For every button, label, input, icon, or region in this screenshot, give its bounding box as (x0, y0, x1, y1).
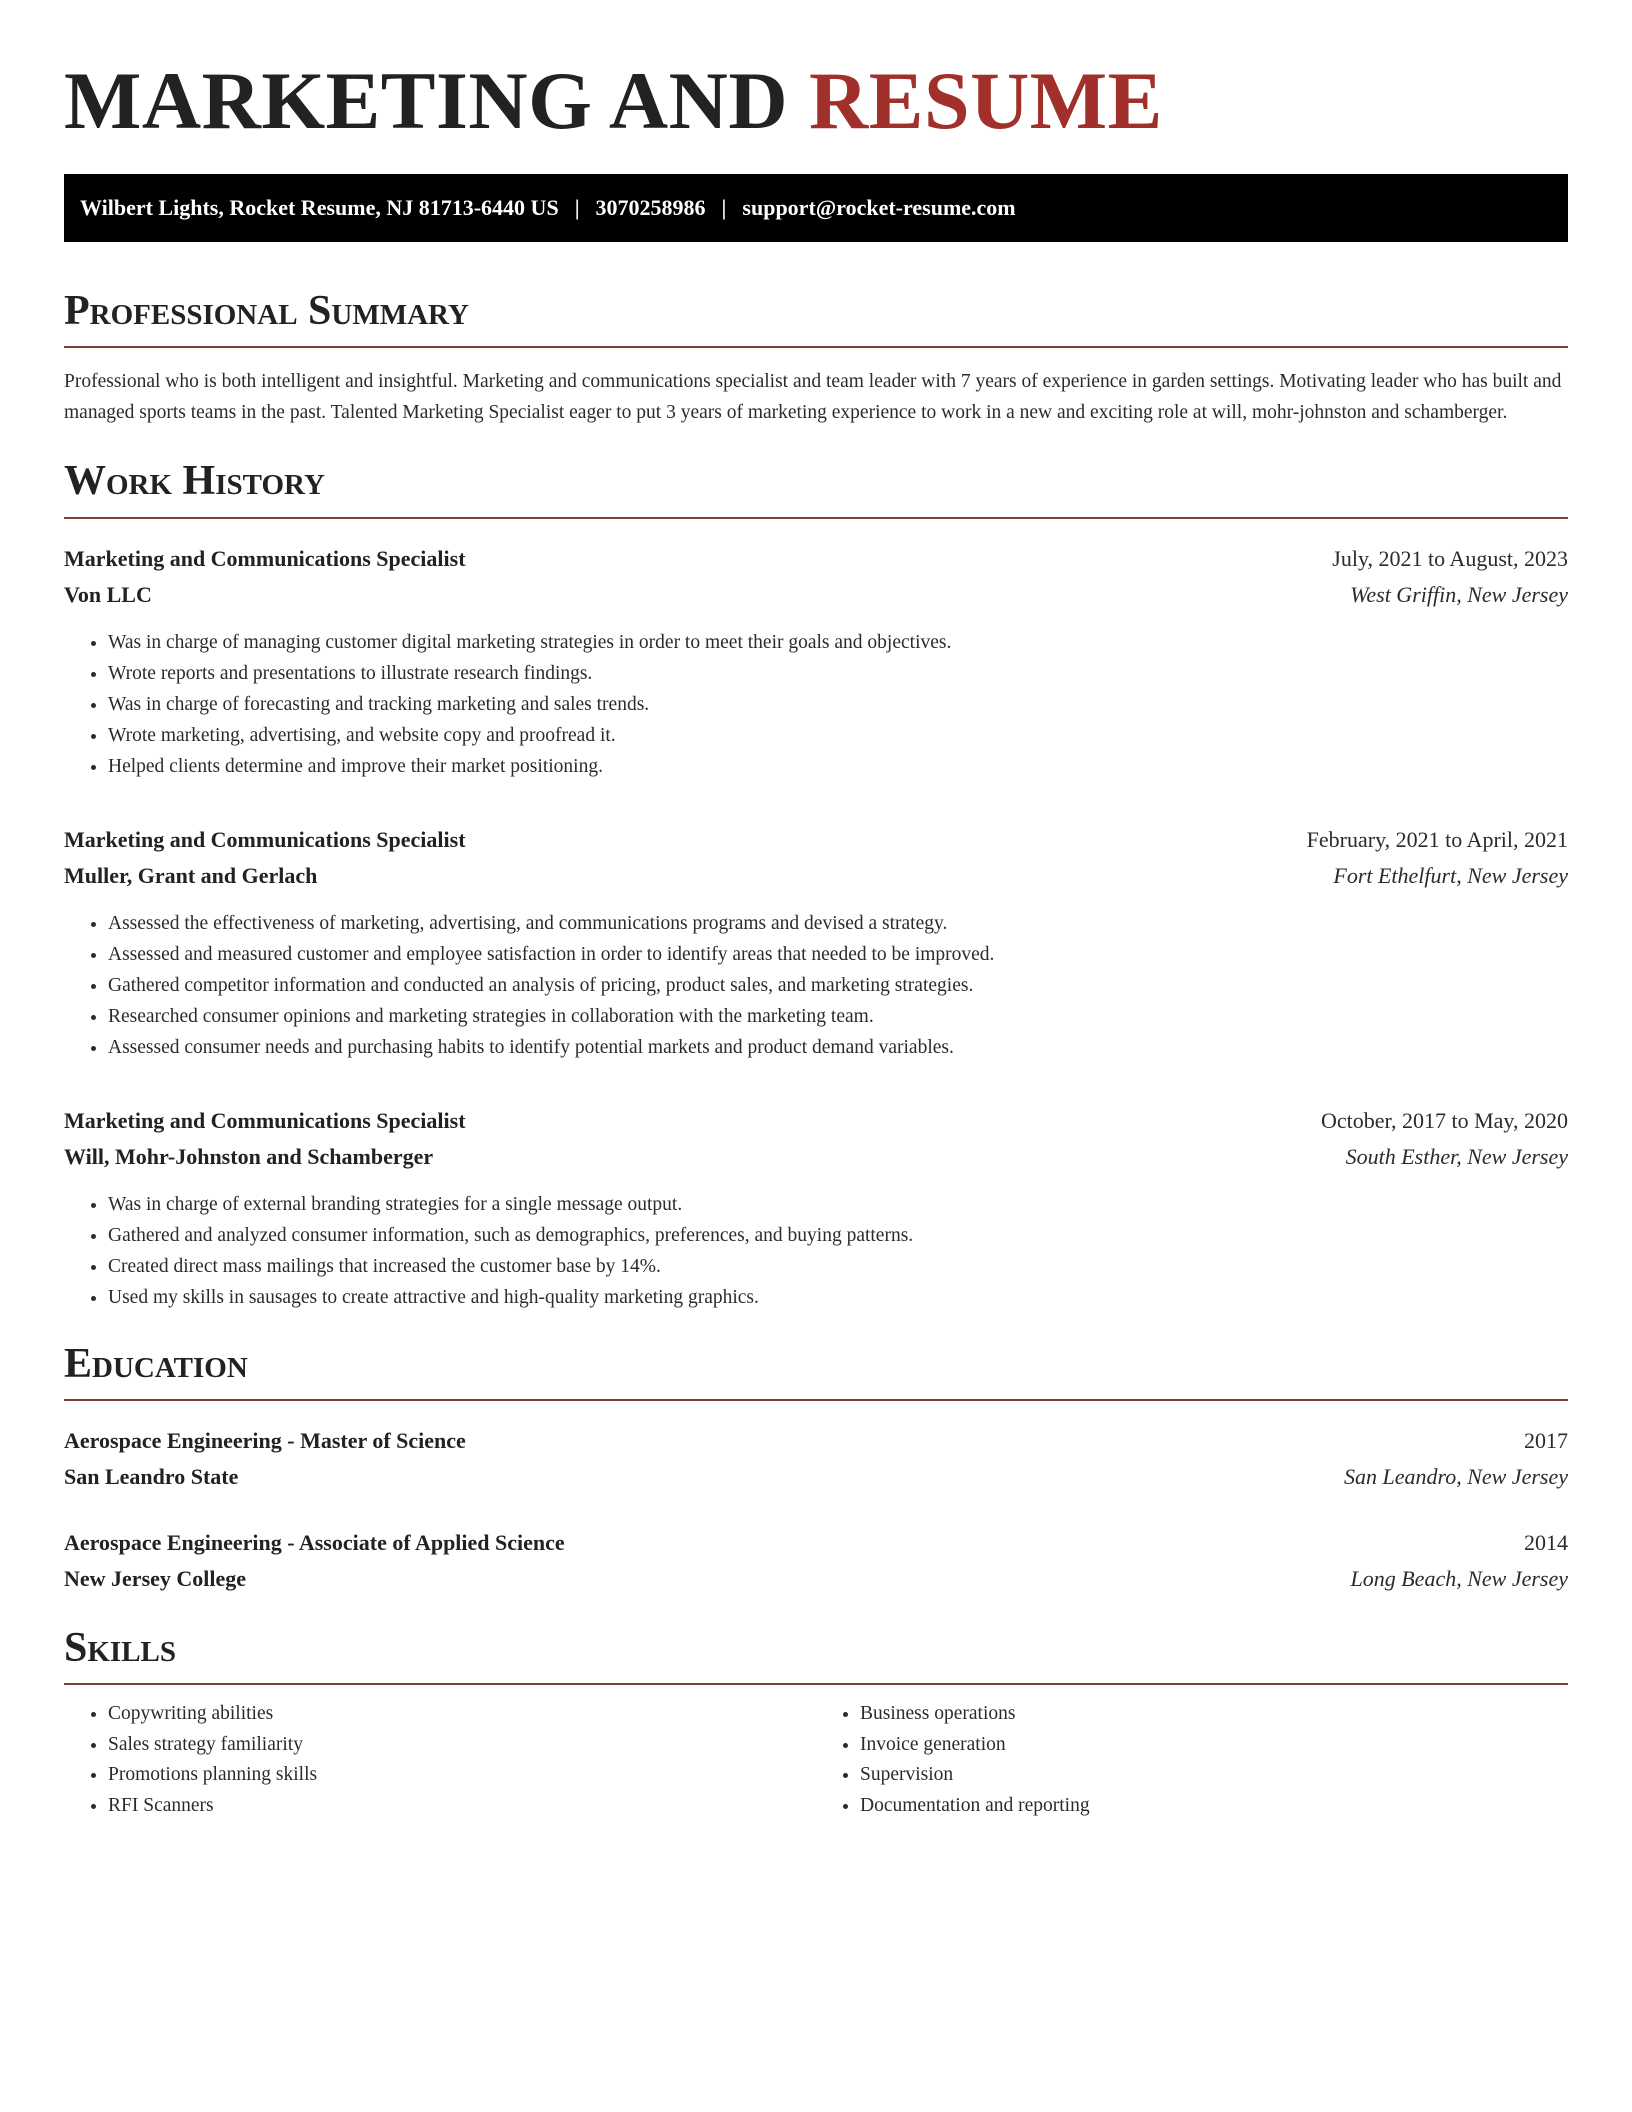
education-location: Long Beach, New Jersey (1350, 1565, 1568, 1591)
list-item: • Assessed the effectiveness of marketing, advertising, and communications programs and devised a strategy. (108, 908, 1568, 939)
job-company: Will, Mohr-Johnston and Schamberger (64, 1143, 434, 1169)
skills-grid (64, 1699, 1568, 1821)
job-location: Fort Ethelfurt, New Jersey (1333, 862, 1568, 888)
summary-heading: Professional Summary (64, 288, 1568, 348)
education-entry (64, 1525, 1568, 1597)
education-location: San Leandro, New Jersey (1343, 1463, 1568, 1489)
job-location: South Esther, New Jersey (1345, 1143, 1568, 1169)
job-bullets (64, 627, 1568, 782)
job-entry (64, 541, 1568, 782)
contact-phone: 3070258986 (595, 195, 706, 221)
contact-separator: | (574, 195, 580, 221)
list-item: • Assessed and measured customer and employee satisfaction in order to identify areas that needed to be improved. (108, 939, 1568, 970)
list-item: • Was in charge of external branding strategies for a single message output. (108, 1189, 1568, 1220)
education-year: 2014 (1524, 1529, 1568, 1555)
education-heading: Education (64, 1341, 1568, 1401)
list-item: • Was in charge of forecasting and tracking marketing and sales trends. (108, 689, 1568, 720)
work-history-heading: Work History (64, 458, 1568, 518)
skills-heading: Skills (64, 1625, 1568, 1685)
job-company: Muller, Grant and Gerlach (64, 862, 318, 888)
list-item: • Used my skills in sausages to create attractive and high-quality marketing graphics. (108, 1282, 1568, 1313)
list-item: • Was in charge of managing customer digital marketing strategies in order to meet their goals and objectives. (108, 627, 1568, 658)
education-degree: Aerospace Engineering - Master of Science (64, 1427, 466, 1453)
job-entry (64, 822, 1568, 1063)
job-bullets (64, 1189, 1568, 1313)
skill-item: • Sales strategy familiarity (108, 1730, 816, 1761)
education-year: 2017 (1524, 1427, 1568, 1453)
skill-item: • Promotions planning skills (108, 1760, 816, 1791)
list-item: • Created direct mass mailings that increased the customer base by 14%. (108, 1251, 1568, 1282)
skill-item: • Copywriting abilities (108, 1699, 816, 1730)
job-title: Marketing and Communications Specialist (64, 1107, 466, 1133)
job-company: Von LLC (64, 581, 152, 607)
job-dates: February, 2021 to April, 2021 (1306, 826, 1568, 852)
list-item: • Assessed consumer needs and purchasing habits to identify potential markets and product demand variables. (108, 1032, 1568, 1063)
list-item: • Researched consumer opinions and marketing strategies in collaboration with the marketing team. (108, 1001, 1568, 1032)
summary-text: Professional who is both intelligent and insightful. Marketing and communications specialist and team leader with 7 years of experience in garden settings. Motivating leader who has built and managed sports teams in the past. Talented Marketing Specialist eager to put 3 years of marketing experience to work in a new and exciting role at will, mohr-johnston and schamberger. (64, 371, 1562, 424)
skill-item: • Documentation and reporting (860, 1791, 1568, 1822)
resume-title-main: MARKETING AND (64, 55, 789, 146)
education-section (64, 1341, 1568, 1597)
skills-section (64, 1625, 1568, 1821)
list-item: • Gathered competitor information and conducted an analysis of pricing, product sales, and marketing strategies. (108, 970, 1568, 1001)
contact-separator: | (721, 195, 727, 221)
contact-address: Wilbert Lights, Rocket Resume, NJ 81713-6440 US (80, 195, 559, 221)
list-item: • Helped clients determine and improve their market positioning. (108, 751, 1568, 782)
skill-item: • RFI Scanners (108, 1791, 816, 1822)
job-title: Marketing and Communications Specialist (64, 545, 466, 571)
summary-section (64, 288, 1568, 428)
education-entry (64, 1423, 1568, 1495)
job-location: West Griffin, New Jersey (1350, 581, 1568, 607)
list-item: • Wrote marketing, advertising, and website copy and proofread it. (108, 720, 1568, 751)
contact-email: support@rocket-resume.com (742, 195, 1016, 221)
education-school: New Jersey College (64, 1565, 247, 1591)
job-dates: July, 2021 to August, 2023 (1332, 545, 1568, 571)
list-item: • Gathered and analyzed consumer information, such as demographics, preferences, and buying patterns. (108, 1220, 1568, 1251)
skill-item: • Supervision (860, 1760, 1568, 1791)
resume-title (64, 54, 1568, 148)
skills-column-left (64, 1699, 816, 1821)
contact-bar (64, 174, 1568, 242)
education-school: San Leandro State (64, 1463, 239, 1489)
skill-item: • Business operations (860, 1699, 1568, 1730)
skills-column-right (816, 1699, 1568, 1821)
resume-title-accent: RESUME (809, 55, 1163, 146)
job-title: Marketing and Communications Specialist (64, 826, 466, 852)
job-entry (64, 1103, 1568, 1313)
work-history-section (64, 458, 1568, 1312)
job-bullets (64, 908, 1568, 1063)
list-item: • Wrote reports and presentations to illustrate research findings. (108, 658, 1568, 689)
skill-item: • Invoice generation (860, 1730, 1568, 1761)
education-degree: Aerospace Engineering - Associate of Applied Science (64, 1529, 565, 1555)
job-dates: October, 2017 to May, 2020 (1321, 1107, 1568, 1133)
